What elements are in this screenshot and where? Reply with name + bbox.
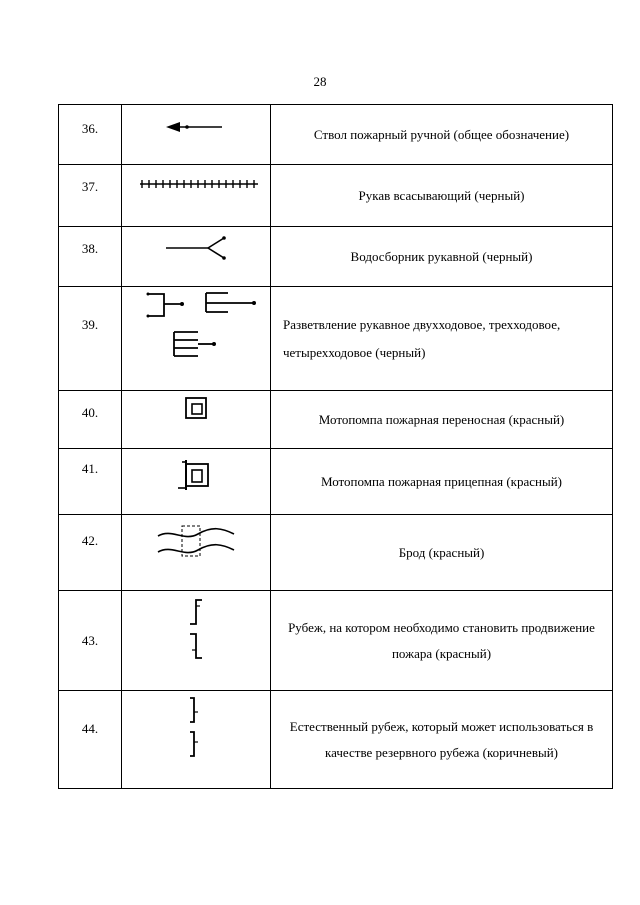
table-row	[59, 227, 613, 287]
table-row	[59, 449, 613, 515]
hose-branch-icon	[122, 287, 271, 391]
table-row	[59, 691, 613, 789]
symbols-table	[58, 104, 613, 789]
row-description: Водосборник рукавной (черный)	[271, 227, 613, 287]
suction-hose-icon	[122, 165, 271, 227]
row-number: 42.	[59, 515, 122, 591]
row-description: Естественный рубеж, который может использоваться в качестве резервного рубежа (коричневый)	[271, 691, 613, 789]
portable-motor-pump-icon	[122, 391, 271, 449]
hose-collector-icon	[122, 227, 271, 287]
row-number: 38.	[59, 227, 122, 287]
row-description: Разветвление рукавное двухходовое, трехходовое, четырехходовое (черный)	[271, 287, 613, 391]
table-row	[59, 591, 613, 691]
row-description: Рубеж, на котором необходимо становить продвижение пожара (красный)	[271, 591, 613, 691]
row-number: 36.	[59, 105, 122, 165]
row-description: Мотопомпа пожарная прицепная (красный)	[271, 449, 613, 515]
row-number: 40.	[59, 391, 122, 449]
page-number: 28	[313, 74, 327, 89]
row-number: 39.	[59, 287, 122, 391]
table-row	[59, 391, 613, 449]
natural-boundary-icon	[122, 691, 271, 789]
nozzle-arrow-icon	[122, 105, 271, 165]
row-number: 37.	[59, 165, 122, 227]
row-description: Ствол пожарный ручной (общее обозначение)	[271, 105, 613, 165]
row-description: Рукав всасывающий (черный)	[271, 165, 613, 227]
row-number: 41.	[59, 449, 122, 515]
row-description: Брод (красный)	[271, 515, 613, 591]
row-number: 44.	[59, 691, 122, 789]
ford-icon	[122, 515, 271, 591]
trailer-motor-pump-icon	[122, 449, 271, 515]
row-number: 43.	[59, 591, 122, 691]
table-row	[59, 165, 613, 227]
row-description: Мотопомпа пожарная переносная (красный)	[271, 391, 613, 449]
fire-stop-line-icon	[122, 591, 271, 691]
table-row	[59, 105, 613, 165]
table-row	[59, 287, 613, 391]
table-row	[59, 515, 613, 591]
